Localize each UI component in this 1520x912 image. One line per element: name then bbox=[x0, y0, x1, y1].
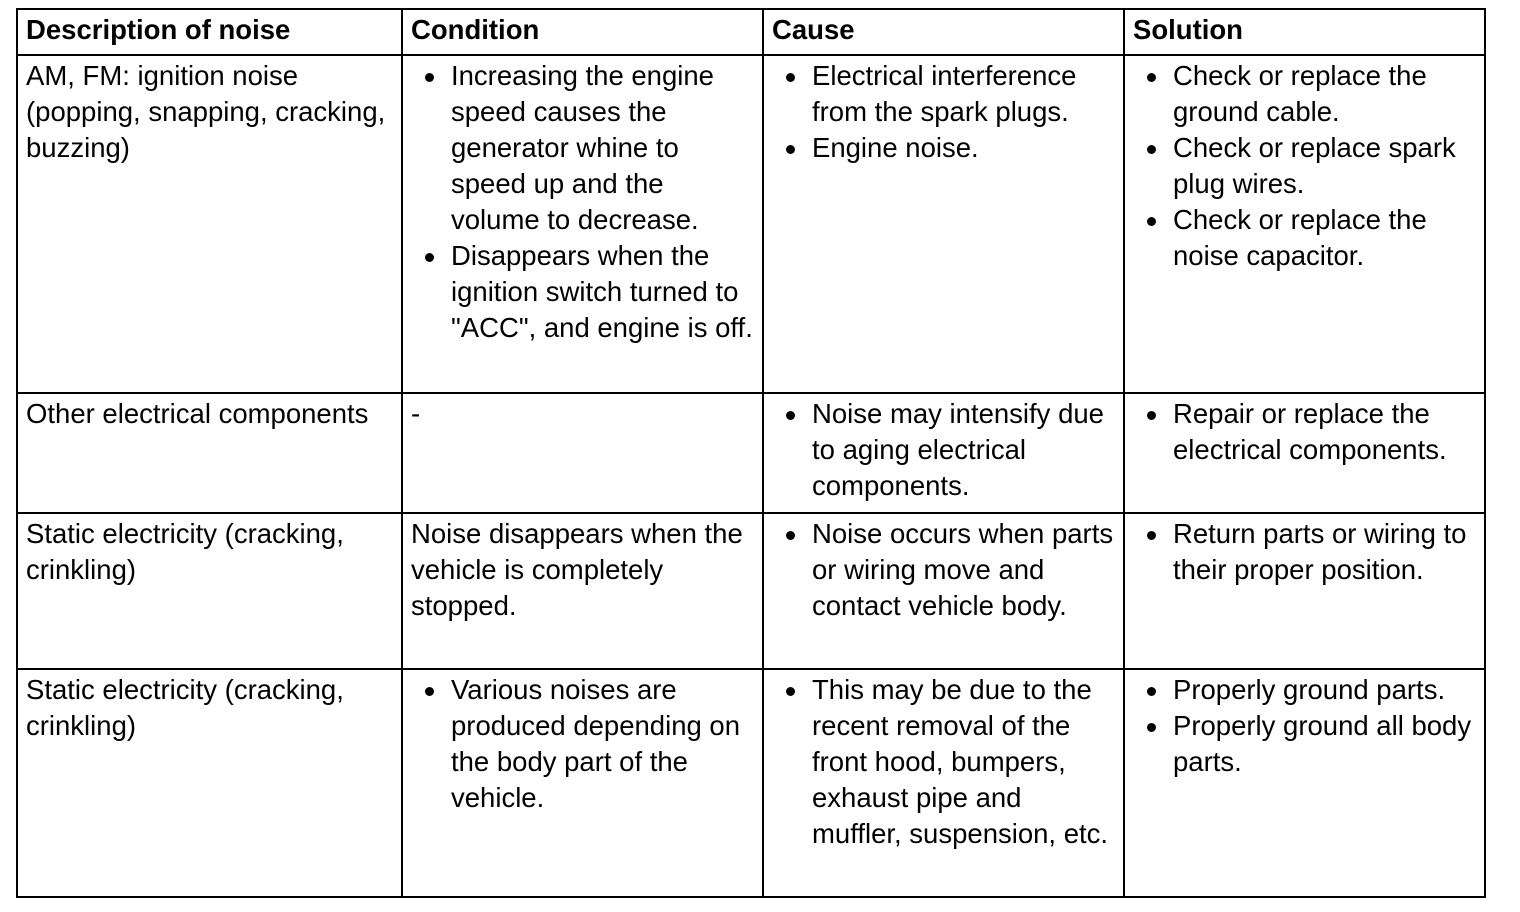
bullet-icon bbox=[1147, 531, 1156, 540]
solution-cell bbox=[1124, 55, 1485, 393]
noise-troubleshooting-table bbox=[16, 8, 1486, 898]
bullet-text: Properly ground parts. bbox=[1173, 674, 1446, 705]
bullet-text: Return parts or wiring to their proper position. bbox=[1173, 518, 1467, 585]
bullet-icon bbox=[786, 411, 795, 420]
bullet-item bbox=[1133, 516, 1476, 588]
bullet-text: Noise may intensify due to aging electrical components. bbox=[812, 398, 1104, 501]
description-cell: Static electricity (cracking, crinkling) bbox=[17, 669, 402, 897]
bullet-text: Properly ground all body parts. bbox=[1173, 710, 1472, 777]
bullet-item bbox=[1133, 202, 1476, 274]
bullet-item bbox=[772, 130, 1115, 166]
header-description: Description of noise bbox=[17, 9, 402, 55]
bullet-item bbox=[772, 672, 1115, 852]
bullet-icon bbox=[786, 145, 795, 154]
bullet-text: Disappears when the ignition switch turned to "ACC", and engine is off. bbox=[451, 240, 753, 343]
header-cause: Cause bbox=[763, 9, 1124, 55]
condition-cell: Noise disappears when the vehicle is completely stopped. bbox=[402, 513, 763, 669]
bullet-icon bbox=[425, 73, 434, 82]
bullet-icon bbox=[425, 687, 434, 696]
table-header-row bbox=[17, 9, 1485, 55]
cause-cell bbox=[763, 669, 1124, 897]
description-cell: Static electricity (cracking, crinkling) bbox=[17, 513, 402, 669]
bullet-item bbox=[411, 238, 754, 346]
bullet-item bbox=[411, 58, 754, 238]
bullet-text: Repair or replace the electrical components. bbox=[1173, 398, 1447, 465]
solution-cell bbox=[1124, 513, 1485, 669]
table-row bbox=[17, 55, 1485, 393]
bullet-icon bbox=[425, 253, 434, 262]
header-solution: Solution bbox=[1124, 9, 1485, 55]
bullet-icon bbox=[786, 687, 795, 696]
bullet-text: Increasing the engine speed causes the generator whine to speed up and the volume to decrease. bbox=[451, 60, 714, 235]
solution-cell bbox=[1124, 393, 1485, 513]
header-condition: Condition bbox=[402, 9, 763, 55]
bullet-text: Noise occurs when parts or wiring move and contact vehicle body. bbox=[812, 518, 1114, 621]
bullet-item bbox=[772, 396, 1115, 504]
cause-cell bbox=[763, 55, 1124, 393]
condition-cell: - bbox=[402, 393, 763, 513]
bullet-text: Check or replace spark plug wires. bbox=[1173, 132, 1456, 199]
bullet-icon bbox=[1147, 73, 1156, 82]
bullet-item bbox=[1133, 396, 1476, 468]
cause-cell bbox=[763, 393, 1124, 513]
description-cell: AM, FM: ignition noise (popping, snapping, cracking, buzzing) bbox=[17, 55, 402, 393]
condition-cell bbox=[402, 55, 763, 393]
bullet-item bbox=[772, 58, 1115, 130]
bullet-item bbox=[411, 672, 754, 816]
cause-cell bbox=[763, 513, 1124, 669]
bullet-icon bbox=[1147, 411, 1156, 420]
bullet-icon bbox=[786, 531, 795, 540]
bullet-text: Check or replace the noise capacitor. bbox=[1173, 204, 1427, 271]
condition-cell bbox=[402, 669, 763, 897]
bullet-icon bbox=[1147, 687, 1156, 696]
bullet-item bbox=[1133, 130, 1476, 202]
bullet-text: Check or replace the ground cable. bbox=[1173, 60, 1427, 127]
bullet-item bbox=[1133, 672, 1476, 708]
bullet-icon bbox=[1147, 217, 1156, 226]
bullet-text: Various noises are produced depending on the body part of the vehicle. bbox=[451, 674, 741, 813]
bullet-text: This may be due to the recent removal of the front hood, bumpers, exhaust pipe and muffler, suspension, etc. bbox=[812, 674, 1109, 849]
bullet-icon bbox=[786, 73, 795, 82]
bullet-text: Electrical interference from the spark plugs. bbox=[812, 60, 1077, 127]
solution-cell bbox=[1124, 669, 1485, 897]
bullet-item bbox=[1133, 58, 1476, 130]
bullet-text: Engine noise. bbox=[812, 132, 979, 163]
bullet-icon bbox=[1147, 145, 1156, 154]
table-row bbox=[17, 669, 1485, 897]
description-cell: Other electrical components bbox=[17, 393, 402, 513]
bullet-item bbox=[772, 516, 1115, 624]
table-row bbox=[17, 393, 1485, 513]
bullet-item bbox=[1133, 708, 1476, 780]
bullet-icon bbox=[1147, 723, 1156, 732]
table-row bbox=[17, 513, 1485, 669]
